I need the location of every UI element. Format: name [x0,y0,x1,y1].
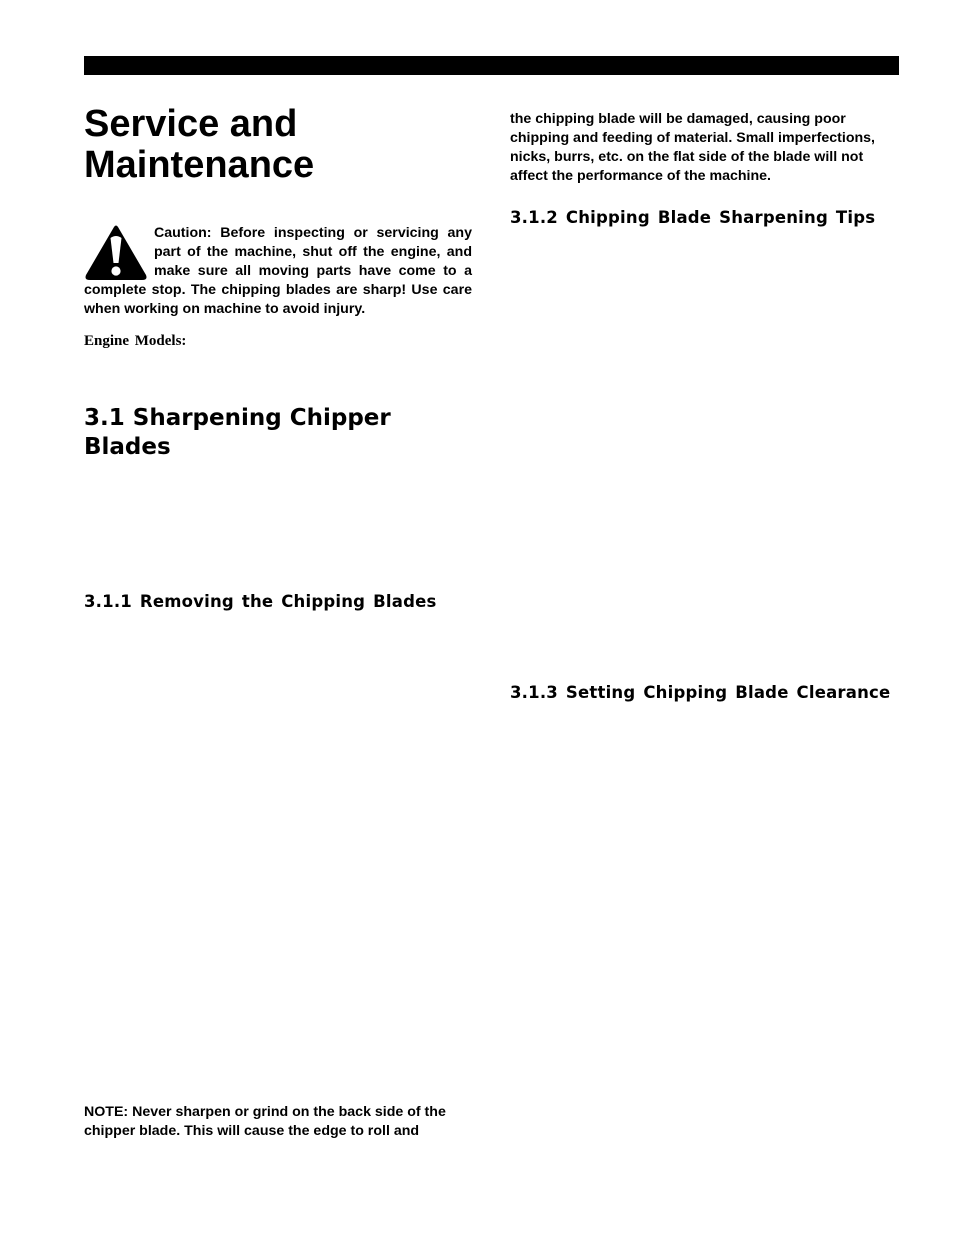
section-heading-3-1-3: 3.1.3 Setting Chipping Blade Clearance [510,683,891,702]
section-heading-3-1: 3.1 Sharpening Chipper Blades [84,405,391,460]
page-title: Service and Maintenance [84,103,315,186]
engine-models-label: Engine Models: [84,333,187,349]
caution-block [84,224,472,319]
note-paragraph: NOTE: Never sharpen or grind on the back side of the chipper blade. This will cause the edge to roll and [84,1104,446,1139]
warning-triangle-icon [84,224,148,281]
caution-text: Caution: Before inspecting or servicing any part of the machine, shut off the engine, and make sure all moving parts have come to a complete stop. The chipping blades are sharp! Use care when working on machine to avoid injury. [84,225,472,317]
continuation-paragraph: the chipping blade will be damaged, causing poor chipping and feeding of material. Small imperfections, nicks, burrs, etc. on the flat side of the blade will not affect the performance of the machine. [510,111,875,184]
header-bar [84,56,899,75]
section-heading-3-1-1: 3.1.1 Removing the Chipping Blades [84,592,437,611]
section-heading-3-1-2: 3.1.2 Chipping Blade Sharpening Tips [510,208,876,227]
